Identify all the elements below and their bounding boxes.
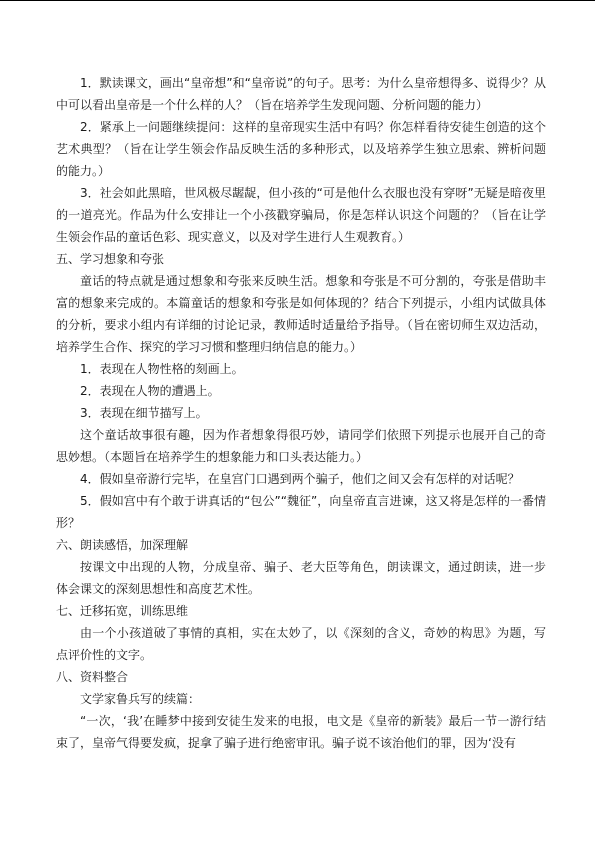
paragraph-item-1: 1．默读课文，画出“皇帝想”和“皇帝说”的句子。思考：为什么皇帝想得多、说得少？从中可以看出皇帝是一个什么样的人？（旨在培养学生发现问题、分析问题的能力） (56, 76, 546, 112)
paragraph-reading: 按课文中出现的人物，分成皇帝、骗子、老大臣等角色，朗读课文，通过朗读，进一步体会课文的深刻思想性和高度艺术性。 (56, 560, 546, 596)
section-heading-6: 六、朗读感悟，加深理解 (56, 538, 189, 552)
paragraph-item-2: 2．紧承上一问题继续提问：这样的皇帝现实生活中有吗？你怎样看待安徒生创造的这个艺术典型？（旨在让学生领会作品反映生活的多种形式，以及培养学生独立思索、辨析问题的能力。） (56, 120, 546, 178)
section-heading-8: 八、资料整合 (56, 670, 129, 684)
paragraph-intro-imagination: 童话的特点就是通过想象和夸张来反映生活。想象和夸张是不可分割的，夸张是借助丰富的想象来完成的。本篇童话的想象和夸张是如何体现的？结合下列提示，小组内试做具体的分析，要求小组内有详细的讨论记录，教师适时适量给予指导。（旨在密切师生双边活动，培养学生合作、探究的学习习惯和整理归纳信息的能力。） (56, 274, 546, 354)
paragraph-sequel-intro: 文学家鲁兵写的续篇： (80, 692, 201, 706)
list-item-5: 5．假如宫中有个敢于讲真话的“包公”“魏征”，向皇帝直言进谏，这又将是怎样的一番情形？ (56, 494, 546, 530)
list-item-2: 2．表现在人物的遭遇上。 (80, 384, 220, 398)
section-heading-5: 五、学习想象和夸张 (56, 252, 165, 266)
paragraph-story-prompt: 这个童话故事很有趣，因为作者想象得很巧妙，请同学们依照下列提示也展开自己的奇思妙想。（本题旨在培养学生的想象能力和口头表达能力。） (56, 428, 546, 464)
section-heading-7: 七、迁移拓宽，训练思维 (56, 604, 189, 618)
paragraph-sequel-quote: “一次，‘我’在睡梦中接到安徒生发来的电报，电文是《皇帝的新装》最后一节一游行结束了，皇帝气得要发疯，捉拿了骗子进行绝密审讯。骗子说不该治他们的罪，因为‘没有 (56, 714, 546, 750)
list-item-1: 1．表现在人物性格的刻画上。 (80, 362, 244, 376)
paragraph-writing: 由一个小孩道破了事情的真相，实在太妙了，以《深刻的含义，奇妙的构思》为题，写点评价性的文字。 (56, 626, 546, 662)
page-top-border (0, 0, 595, 1)
list-item-4: 4．假如皇帝游行完毕，在皇宫门口遇到两个骗子，他们之间又会有怎样的对话呢？ (80, 472, 520, 486)
list-item-3: 3．表现在细节描写上。 (80, 406, 208, 420)
paragraph-item-3: 3．社会如此黑暗，世风极尽龌龊，但小孩的“可是他什么衣服也没有穿呀”无疑是暗夜里的一道亮光。作品为什么安排让一个小孩戳穿骗局，你是怎样认识这个问题的？（旨在让学生领会作品的童话色彩、现实意义，以及对学生进行人生观教育。） (56, 186, 546, 244)
document-body (56, 72, 546, 754)
